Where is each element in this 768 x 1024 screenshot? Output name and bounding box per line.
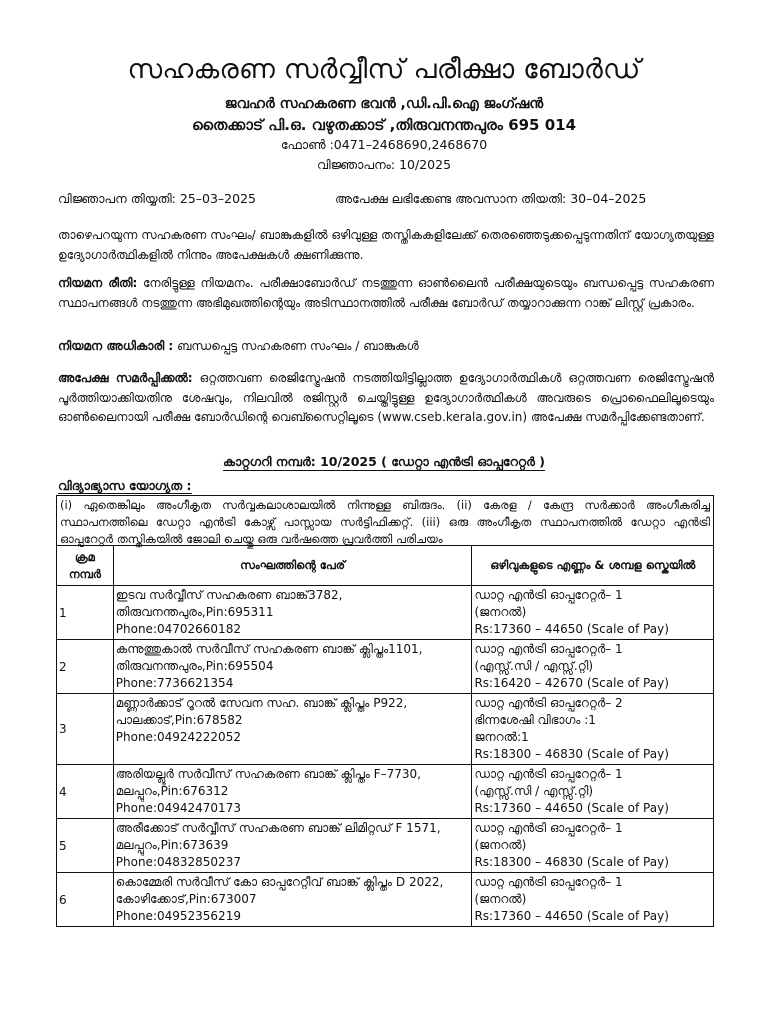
application-text: ഒറ്റത്തവണ രെജിസ്ട്രേഷൻ നടത്തിയിട്ടില്ലാത്ത ഉദ്യോഗാർത്ഥികൾ ഒറ്റത്തവണ രെജിസ്ട്രേഷൻ പൂർത്തിയാക്കിയതിനു ശേഷവും, നിലവിൽ രജിസ്റ്റർ ചെയ്തിട്ടുള്ള ഉദ്യോഗാർത്ഥികൾ അവരുടെ പ്രൊഫൈലിലൂടെയും ഓൺലൈനായി പരീക്ഷ ബോർഡിന്റെ വെബ്സൈറ്റിലൂടെ (www.cseb.kerala.gov.in) അപേക്ഷ സമർപ്പിക്കേണ്ടതാണ്.	[58, 371, 714, 424]
row-serial-number: 3	[57, 694, 114, 765]
society-line: അരീക്കോട് സർവ്വീസ് സഹകരണ ബാങ്ക് ലിമിറ്റഡ് F 1571,	[115, 821, 441, 835]
row-serial-number: 4	[57, 765, 114, 819]
table-row	[57, 819, 714, 873]
vacancy-line: ഡാറ്റ എൻട്രി ഓപ്പറേറ്റർ– 1	[474, 588, 623, 602]
notification-date: വിജ്ഞാപന തിയ്യതി: 25–03–2025	[58, 191, 256, 206]
vacancy-line: ഡാറ്റ എൻട്രി ഓപ്പറേറ്റർ– 1	[474, 642, 623, 656]
society-line: പാലക്കാട്,Pin:678582	[115, 713, 243, 727]
category-number: കാറ്റഗറി നമ്പർ: 10/2025 ( ഡേറ്റാ എൻട്രി ഓപ്പറേറ്റർ )	[223, 454, 545, 469]
appointing-authority	[58, 337, 714, 357]
board-title: സഹകരണ സർവ്വീസ് പരീക്ഷാ ബോർഡ്	[127, 54, 641, 85]
dates-row	[58, 191, 718, 207]
table-row	[57, 694, 714, 765]
row-serial-number: 1	[57, 586, 114, 640]
society-line: Phone:7736621354	[115, 676, 234, 690]
appointment-method-text: നേരിട്ടുള്ള നിയമനം. പരീക്ഷാബോർഡ് നടത്തുന്ന ഓൺലൈൻ പരീക്ഷയുടെയും ബന്ധപ്പെട്ട സഹകരണ സ്ഥാപനങ്ങൾ നടത്തുന്ന അഭിമുഖത്തിന്റെയും അടിസ്ഥാനത്തിൽ പരീക്ഷ ബോർഡ് തയ്യാറാക്കുന്ന റാങ്ക് ലിസ്റ്റ് പ്രകാരം.	[58, 276, 715, 310]
table-row	[57, 640, 714, 694]
vacancy-line: (ജനറൽ)	[474, 838, 527, 852]
society-line: ഇടവ സർവ്വീസ് സഹകരണ ബാങ്ക്3782,	[115, 588, 343, 602]
row-vacancy-cell	[472, 586, 714, 640]
row-vacancy-cell	[472, 694, 714, 765]
header-society-name: സംഘത്തിന്റെ പേര്	[113, 546, 472, 586]
qualification-heading	[58, 478, 192, 494]
intro-paragraph: താഴെപറയുന്ന സഹകരണ സംഘം/ ബാങ്കുകളിൽ ഒഴിവുള്ള തസ്തികകളിലേക്ക് തെരഞ്ഞെടുക്കപ്പെടുന്നതിന് യോഗ്യതയുള്ള ഉദ്യോഗാർത്ഥികളിൽ നിന്നും അപേക്ഷകൾ ക്ഷണിക്കുന്നു.	[58, 228, 714, 262]
table-row	[57, 586, 714, 640]
society-line: Phone:04952356219	[115, 909, 241, 923]
row-society-cell	[113, 765, 472, 819]
application-submission	[58, 369, 714, 428]
appointment-method-label: നിയമന രീതി:	[58, 276, 138, 290]
society-line: Phone:04924222052	[115, 730, 241, 744]
appointment-method	[58, 274, 714, 313]
society-line: കൊമ്മേരി സർവീസ് കോ ഓപ്പറേറ്റീവ് ബാങ്ക് ക്ലിപ്തം D 2022,	[115, 875, 444, 889]
table-header-row	[57, 546, 714, 586]
vacancy-line: (ജനറൽ)	[474, 605, 527, 619]
vacancy-line: ഡാറ്റ എൻട്രി ഓപ്പറേറ്റർ– 2	[474, 696, 623, 710]
society-line: കന്നുത്തുകാൽ സർവീസ് സഹകരണ ബാങ്ക് ക്ലിപ്തം1101,	[115, 642, 423, 656]
header-serial-line-2: നമ്പർ	[68, 566, 101, 581]
vacancy-line: Rs:17360 – 44650 (Scale of Pay)	[474, 909, 669, 923]
table-row	[57, 765, 714, 819]
last-date: അപേക്ഷ ലഭിക്കേണ്ട അവസാന തിയതി: 30–04–2025	[335, 191, 647, 206]
table-row	[57, 873, 714, 927]
vacancy-line: ഡാറ്റ എൻട്രി ഓപ്പറേറ്റർ– 1	[474, 767, 623, 781]
qualification-text: (i) ഏതെങ്കിലും അംഗീകൃത സർവ്വകലാശാലയിൽ നിന്നുള്ള ബിരുദം. (ii) കേരള / കേന്ദ്ര സർക്കാർ അംഗീകരിച്ച സ്ഥാപനത്തിലെ ഡേറ്റാ എൻട്രി കോഴ്സ് പാസ്സായ സർട്ടിഫിക്കറ്റ്. (iii) ഒരു അംഗീകൃത സ്ഥാപനത്തിൽ ഡേറ്റാ എൻട്രി ഓപ്പറേറ്റർ തസ്തികയിൽ ജോലി ചെയ്തു ഒരു വർഷത്തെ പ്രവർത്തി പരിചയം	[60, 498, 710, 546]
vacancy-line: ഡാറ്റ എൻട്രി ഓപ്പറേറ്റർ– 1	[474, 875, 623, 889]
row-vacancy-cell	[472, 819, 714, 873]
vacancy-line: (എസ്സ്.സി / എസ്സ്.റ്റി)	[474, 659, 594, 673]
society-line: മലപ്പുറം,Pin:676312	[115, 784, 229, 798]
society-line: തിരുവനന്തപുരം,Pin:695504	[115, 659, 274, 673]
row-society-cell	[113, 640, 472, 694]
phone-numbers: ഫോൺ :0471–2468690,2468670	[280, 137, 488, 152]
notification-number: വിജ്ഞാപനം: 10/2025	[316, 157, 452, 172]
row-society-cell	[113, 873, 472, 927]
header-serial-line-1: ക്രമ	[74, 549, 95, 564]
vacancy-line: Rs:16420 – 42670 (Scale of Pay)	[474, 676, 669, 690]
vacancy-line: ജനറൽ:1	[474, 730, 529, 744]
vacancy-line: (ജനറൽ)	[474, 892, 527, 906]
address-line-1: ജവഹർ സഹകരണ ഭവൻ ,ഡി.പി.ഐ ജംഗ്ഷൻ	[224, 96, 544, 112]
vacancy-line: Rs:17360 – 44650 (Scale of Pay)	[474, 801, 669, 815]
appointing-authority-label: നിയമന അധികാരി :	[58, 339, 174, 353]
row-serial-number: 6	[57, 873, 114, 927]
header-serial-number	[57, 546, 114, 586]
vacancy-line: ഡാറ്റ എൻട്രി ഓപ്പറേറ്റർ– 1	[474, 821, 623, 835]
row-serial-number: 2	[57, 640, 114, 694]
row-serial-number: 5	[57, 819, 114, 873]
application-label: അപേക്ഷ സമർപ്പിക്കൽ:	[58, 371, 193, 385]
vacancy-line: (എസ്സ്.സി / എസ്സ്.റ്റി)	[474, 784, 594, 798]
qualification-heading-text: വിദ്യാഭ്യാസ യോഗ്യത :	[58, 478, 192, 493]
society-line: Phone:04702660182	[115, 622, 241, 636]
society-line: Phone:04942470173	[115, 801, 241, 815]
society-line: മണ്ണാർക്കാട് റൂറൽ സേവന സഹ. ബാങ്ക് ക്ലിപ്തം P922,	[115, 696, 408, 710]
address-line-2: തൈക്കാട് പി.ഒ. വഴുതക്കാട് ,തിരുവനന്തപുരം 695 014	[191, 116, 577, 134]
row-society-cell	[113, 694, 472, 765]
society-line: അരിയല്ലൂർ സർവീസ് സഹകരണ ബാങ്ക് ക്ലിപ്തം F–7730,	[115, 767, 421, 781]
appointing-authority-text: ബന്ധപ്പെട്ട സഹകരണ സംഘം / ബാങ്കുകൾ	[173, 339, 419, 353]
society-line: മലപ്പുറം,Pin:673639	[115, 838, 229, 852]
row-vacancy-cell	[472, 640, 714, 694]
row-society-cell	[113, 819, 472, 873]
category-heading	[0, 454, 768, 470]
vacancy-line: Rs:18300 – 46830 (Scale of Pay)	[474, 855, 669, 869]
row-society-cell	[113, 586, 472, 640]
row-vacancy-cell	[472, 873, 714, 927]
vacancy-line: Rs:18300 – 46830 (Scale of Pay)	[474, 747, 669, 761]
society-line: Phone:04832850237	[115, 855, 241, 869]
row-vacancy-cell	[472, 765, 714, 819]
vacancy-line: ഭിന്നശേഷി വിഭാഗം :1	[474, 713, 596, 727]
header-vacancies: ഒഴിവുകളുടെ എണ്ണം & ശമ്പള സ്കെയിൽ	[472, 546, 714, 586]
society-line: കോഴിക്കോട്,Pin:673007	[115, 892, 257, 906]
vacancy-line: Rs:17360 – 44650 (Scale of Pay)	[474, 622, 669, 636]
society-line: തിരുവനന്തപുരം,Pin:695311	[115, 605, 274, 619]
vacancy-table	[56, 545, 714, 927]
